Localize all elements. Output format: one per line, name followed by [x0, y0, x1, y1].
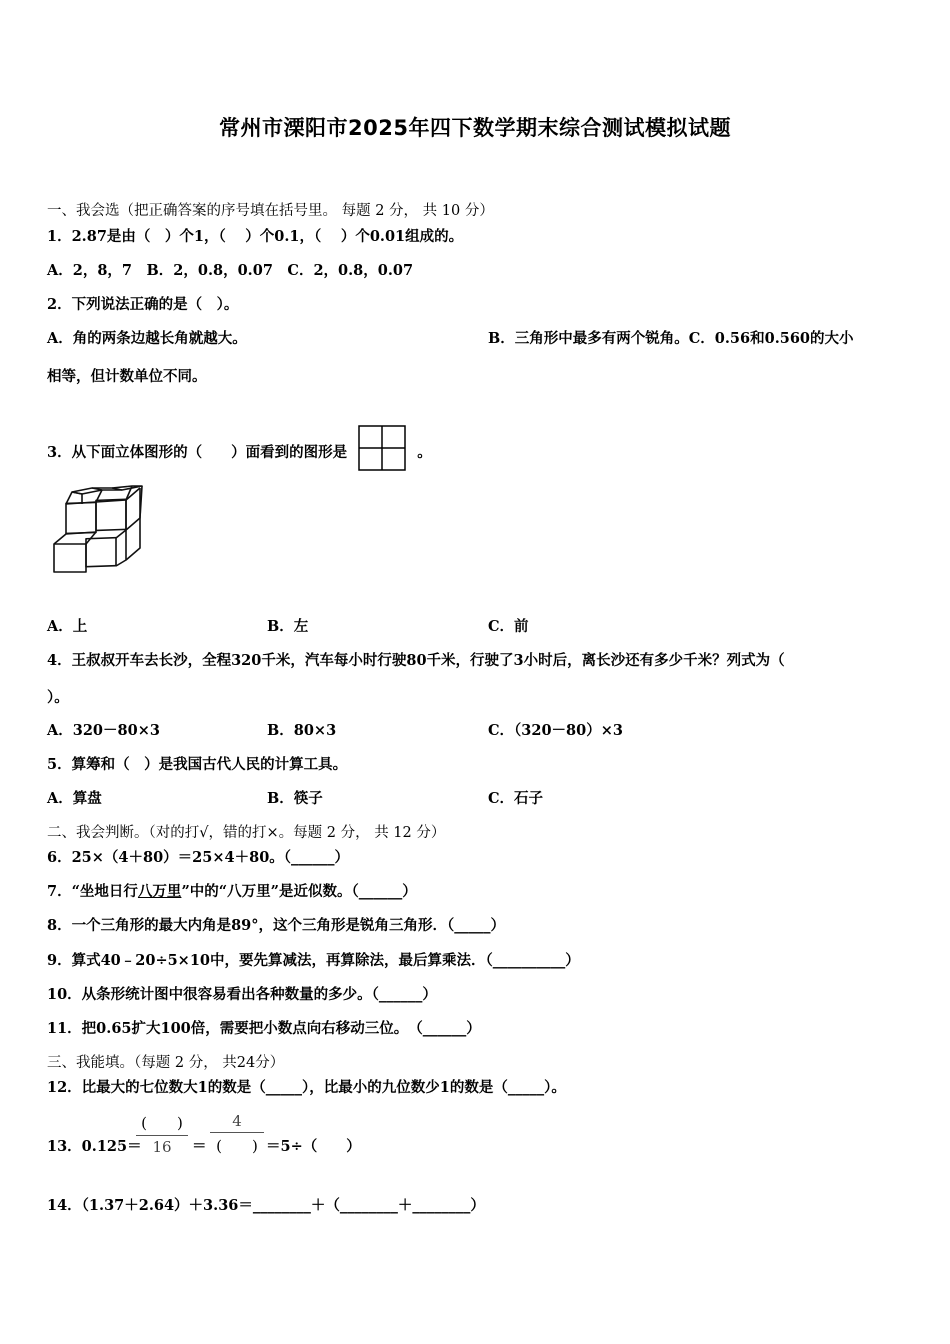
question-2-option-a: A．角的两条边越长角就越大。	[47, 330, 247, 347]
question-10: 10．从条形统计图中很容易看出各种数量的多少。（______）	[47, 986, 437, 1003]
grid-2x2-figure	[358, 425, 406, 471]
question-13-fraction-1	[136, 1112, 188, 1156]
question-7	[47, 882, 417, 902]
fraction-2-denominator: ( )	[216, 1137, 258, 1155]
question-7-pre: 7．“坐地日行	[47, 883, 138, 900]
fraction-2-numerator: 4	[232, 1112, 242, 1130]
question-2-option-c-continued: 相等，但计数单位不同。	[47, 368, 207, 385]
question-3-option-b: B．左	[267, 618, 309, 635]
question-5-option-a: A．算盘	[47, 790, 102, 807]
question-8: 8．一个三角形的最大内角是89°，这个三角形是锐角三角形．（_____）	[47, 917, 506, 934]
question-4: 4．王叔叔开车去长沙，全程320千米，汽车每小时行驶80千米，行驶了3小时后，离长沙还有多少千米？列式为（	[47, 652, 785, 669]
question-6: 6．25×（4＋80）＝25×4＋80。（______）	[47, 849, 350, 866]
fraction-2-bar	[210, 1132, 264, 1133]
fraction-1-numerator: ( )	[141, 1114, 183, 1132]
question-13-suffix: ＝5÷（ ）	[266, 1138, 361, 1155]
question-2: 2．下列说法正确的是（ ）。	[47, 296, 239, 313]
question-3-text-end: 。	[417, 444, 432, 461]
page-title: 常州市溧阳市2025年四下数学期末综合测试模拟试题	[219, 116, 731, 140]
question-4-continued: ）。	[47, 689, 69, 706]
question-3-text: 3．从下面立体图形的（ ）面看到的图形是	[47, 444, 348, 461]
fraction-1-denominator: 16	[152, 1138, 172, 1156]
question-1-options: A．2，8，7 B．2，0.8，0.07 C．2，0.8，0.07	[47, 262, 414, 279]
question-12: 12．比最大的七位数大1的数是（_____），比最小的九位数少1的数是（_____）。	[47, 1079, 566, 1096]
question-3-option-c: C．前	[488, 618, 529, 635]
section3-heading: 三、我能填。（每题 2 分， 共24分）	[47, 1055, 285, 1071]
question-14: 14．（1.37＋2.64）＋3.36＝________＋（________＋________）	[47, 1197, 485, 1214]
question-3-option-a: A．上	[47, 618, 88, 635]
question-13-equals: ＝	[192, 1138, 207, 1155]
fraction-1-bar	[136, 1135, 188, 1136]
section1-heading: 一、我会选（把正确答案的序号填在括号里。 每题 2 分， 共 10 分）	[47, 203, 494, 219]
question-2-option-bc: B．三角形中最多有两个锐角。C．0.56和0.560的大小	[488, 330, 854, 347]
question-4-option-b: B．80×3	[267, 722, 337, 739]
question-3	[47, 425, 432, 471]
question-5-option-b: B．筷子	[267, 790, 323, 807]
question-5: 5．算筹和（ ）是我国古代人民的计算工具。	[47, 756, 348, 773]
section2-heading: 二、我会判断。（对的打√，错的打×。每题 2 分， 共 12 分）	[47, 825, 446, 841]
cube-stack-figure	[50, 482, 150, 577]
question-11: 11．把0.65扩大100倍，需要把小数点向右移动三位。 （______）	[47, 1020, 481, 1037]
question-5-option-c: C．石子	[488, 790, 544, 807]
question-4-option-a: A．320－80×3	[47, 722, 160, 739]
question-7-underlined: 八万里	[137, 883, 182, 900]
question-13-fraction-2	[210, 1112, 264, 1156]
question-1: 1．2.87是由（ ）个1，（ ）个0.1，（ ）个0.01组成的。	[47, 228, 464, 245]
question-9: 9．算式40﹣20÷5×10中，要先算减法，再算除法，最后算乘法．（__________）	[47, 952, 580, 969]
question-4-option-c: C．（320－80）×3	[488, 722, 623, 739]
question-7-post: ”中的“八万里”是近似数。（______）	[181, 883, 417, 900]
question-13-prefix: 13．0.125＝	[47, 1138, 142, 1155]
